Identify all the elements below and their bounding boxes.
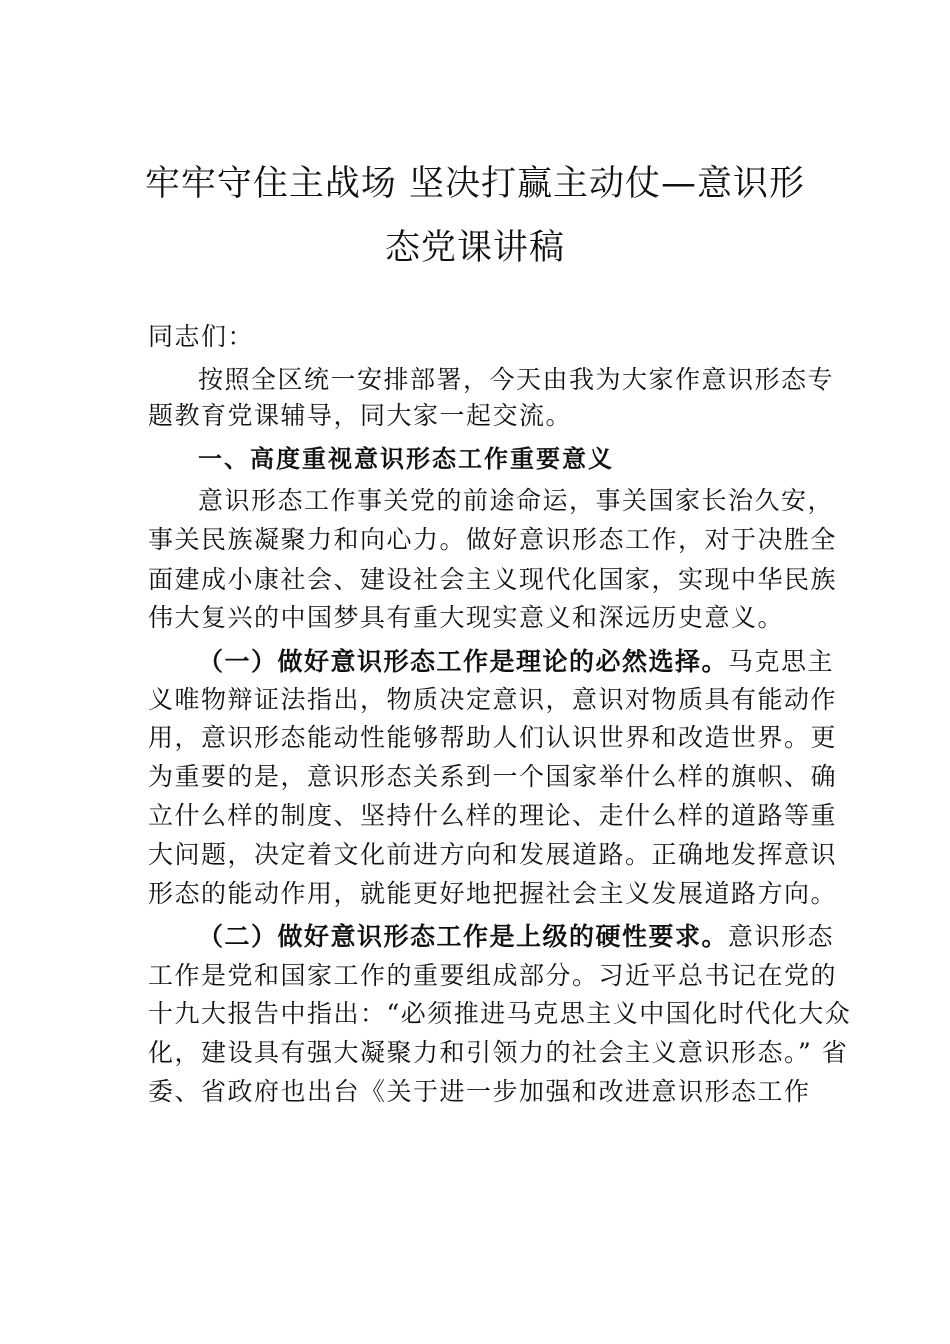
subheading-2: （二）做好意识形态工作是上级的硬性要求。 [198, 922, 729, 951]
paragraph-3-line-4: 为重要的是，意识形态关系到一个国家举什么样的旗帜、确 [148, 762, 838, 791]
paragraph-3-line-3: 用，意识形态能动性能够帮助人们认识世界和改造世界。更 [148, 723, 838, 752]
paragraph-3-line-1-text: 马克思主 [728, 647, 835, 676]
subheading-1: （一）做好意识形态工作是理论的必然选择。 [198, 647, 729, 676]
paragraph-1-line-2: 题教育党课辅导，同大家一起交流。 [148, 401, 573, 430]
paragraph-3-line-6: 大问题，决定着文化前进方向和发展道路。正确地发挥意识 [148, 840, 838, 869]
paragraph-3-line-1 [198, 646, 858, 678]
paragraph-3-line-2: 义唯物辩证法指出，物质决定意识，意识对物质具有能动作 [148, 685, 838, 714]
paragraph-4-line-2: 工作是党和国家工作的重要组成部分。习近平总书记在党的 [148, 961, 838, 990]
paragraph-4-line-1 [198, 921, 858, 953]
section-heading-1: 一、高度重视意识形态工作重要意义 [198, 445, 614, 473]
paragraph-1-line-1: 按照全区统一安排部署，今天由我为大家作意识形态专 [198, 365, 835, 394]
paragraph-2-line-1: 意识形态工作事关党的前途命运，事关国家长治久安， [198, 486, 835, 515]
paragraph-4-line-1-text: 意识形态 [728, 922, 835, 951]
paragraph-2-line-4: 伟大复兴的中国梦具有重大现实意义和深远历史意义。 [148, 603, 785, 632]
paragraph-4-line-3: 十九大报告中指出：“必须推进马克思主义中国化时代化大众 [148, 999, 852, 1028]
paragraph-2-line-3: 面建成小康社会、建设社会主义现代化国家，实现中华民族 [148, 565, 838, 594]
salutation: 同志们： [148, 322, 255, 351]
paragraph-3-line-5: 立什么样的制度、坚持什么样的理论、走什么样的道路等重 [148, 801, 838, 830]
paragraph-4-line-4: 化，建设具有强大凝聚力和引领力的社会主义意识形态。” 省 [148, 1038, 849, 1067]
paragraph-4-line-5: 委、省政府也出台《关于进一步加强和改进意识形态工作 [148, 1077, 811, 1106]
paragraph-2-line-2: 事关民族凝聚力和向心力。做好意识形态工作，对于决胜全 [148, 525, 838, 554]
title-line-2: 态党课讲稿 [384, 228, 565, 268]
title-line-1: 牢牢守住主战场 坚决打赢主动仗—意识形 [144, 164, 806, 204]
paragraph-3-line-7: 形态的能动作用，就能更好地把握社会主义发展道路方向。 [148, 879, 838, 908]
